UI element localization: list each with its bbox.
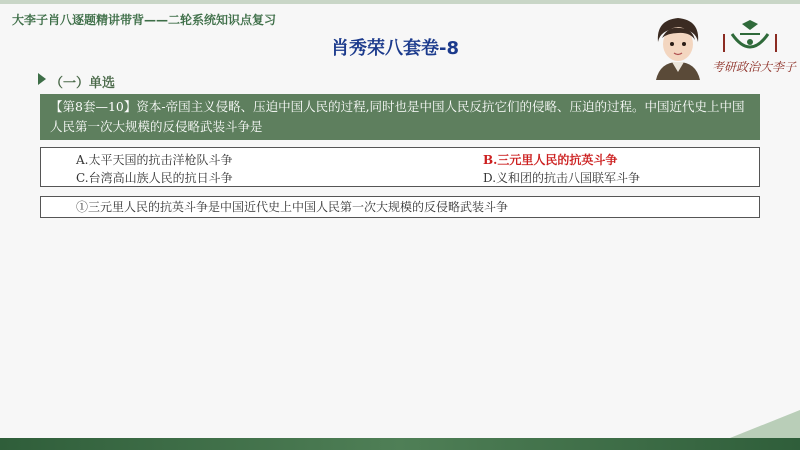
course-title: 大李子肖八逐题精讲带背——二轮系统知识点复习	[12, 13, 277, 27]
page-title: 肖秀荣八套卷-8	[331, 38, 459, 59]
option-d: D.义和团的抗击八国联军斗争	[483, 171, 641, 185]
option-b-correct: B.三元里人民的抗英斗争	[483, 153, 618, 167]
section-marker-icon	[38, 73, 46, 85]
options-box	[40, 147, 760, 187]
brand-logo-text: 考研政治大李子	[712, 60, 797, 74]
section-label: （一）单选	[50, 76, 116, 91]
top-accent-bar	[0, 0, 800, 4]
presenter-avatar	[650, 14, 706, 80]
question-box	[40, 94, 760, 140]
corner-decoration	[730, 410, 800, 438]
bottom-accent-bar	[0, 438, 800, 450]
question-text: 【第8套—10】资本-帝国主义侵略、压迫中国人民的过程,同时也是中国人民反抗它们的侵略、压迫的过程。中国近代史上中国人民第一次大规模的反侵略武装斗争是	[50, 99, 745, 134]
option-a: A.太平天国的抗击洋枪队斗争	[76, 153, 233, 167]
option-c: C.台湾高山族人民的抗日斗争	[76, 171, 233, 185]
answer-explanation: ①三元里人民的抗英斗争是中国近代史上中国人民第一次大规模的反侵略武装斗争	[40, 196, 760, 218]
